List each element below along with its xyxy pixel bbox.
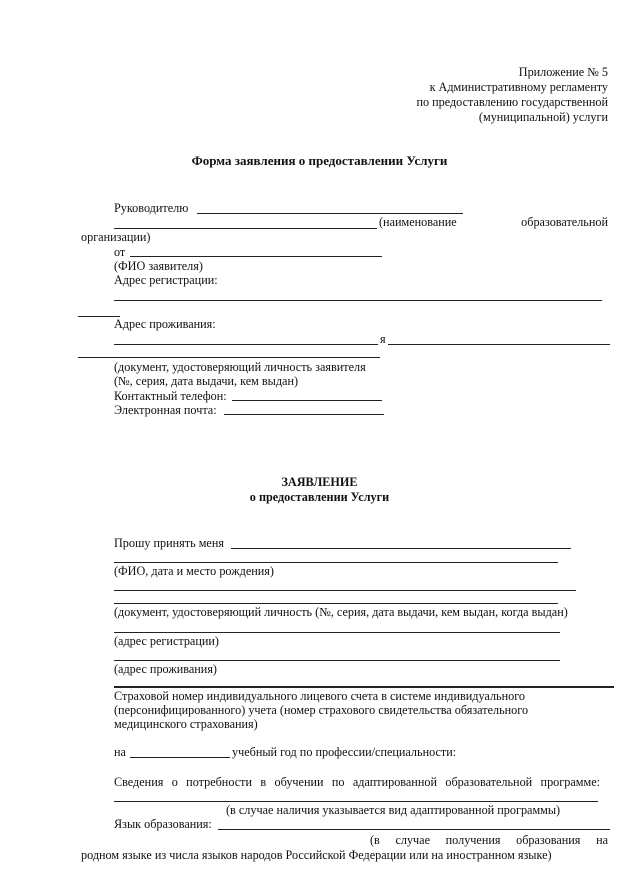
reg-address-label: Адрес регистрации: [114,273,218,287]
live-address-field[interactable] [114,344,378,345]
reg-address-field[interactable] [114,300,602,301]
from-label: от [114,245,126,259]
email-field[interactable] [224,414,384,415]
academic-year-field[interactable] [130,757,230,758]
application-subtitle: о предоставлении Услуги [249,490,390,504]
identity-doc-field[interactable] [388,344,610,345]
identity-doc-field-cont[interactable] [78,357,380,358]
year-suffix: учебный год по профессии/специальности: [232,745,457,759]
head-label: Руководителю [114,201,189,215]
adapted-field[interactable] [114,801,598,802]
org-name-field[interactable] [114,228,377,229]
snils-field[interactable] [114,686,614,688]
snils-line-1: Страховой номер индивидуального лицевого счета в системе индивидуального [114,689,525,703]
doc-field-cont[interactable] [114,603,558,604]
lang-field[interactable] [218,829,610,830]
lang-hint-2: родном языке из числа языков народов Российской Федерации или на иностранном языке) [81,848,552,862]
annex-municipal: (муниципальной) услуги [478,110,608,124]
snils-line-2: (персонифицированного) учета (номер страхового свидетельства обязательного [114,703,529,717]
applicant-name-field[interactable] [130,256,382,257]
email-label: Электронная почта: [114,403,217,417]
request-name-field[interactable] [231,548,571,549]
form-title: Форма заявления о предоставлении Услуги [191,153,448,168]
reg-hint: (адрес регистрации) [114,634,219,648]
annex-regulation: к Административному регламенту [429,80,608,94]
phone-label: Контактный телефон: [114,389,227,403]
org-hint-c: организации) [81,230,151,244]
adapted-label: Сведения о потребности в обучении по адаптированной образовательной программе: [114,775,600,789]
live-hint: (адрес проживания) [114,662,217,676]
request-label: Прошу принять меня [114,536,224,550]
phone-field[interactable] [232,400,382,401]
lang-label: Язык образования: [114,817,212,831]
applicant-hint: (ФИО заявителя) [114,259,203,273]
head-name-field[interactable] [197,213,463,214]
fio-hint: (ФИО, дата и место рождения) [114,564,274,578]
doc-field[interactable] [114,590,576,591]
year-prefix: на [114,745,126,759]
live-address-label: Адрес проживания: [114,317,216,331]
reg-field[interactable] [114,632,560,633]
snils-line-3: медицинского страхования) [114,717,258,731]
application-title: ЗАЯВЛЕНИЕ [281,475,358,489]
org-hint-a: (наименование [379,215,457,229]
adapted-hint: (в случае наличия указывается вид адаптированной программы) [226,803,561,817]
doc-hint: (документ, удостоверяющий личность (№, серия, дата выдачи, кем выдан, когда выдан) [114,605,568,619]
lang-hint-1: (в случае получения образования на [370,833,608,847]
org-hint-b: образовательной [521,215,608,229]
request-name-field-cont[interactable] [114,562,558,563]
annex-number: Приложение № 5 [518,65,608,79]
annex-service: по предоставлению государственной [416,95,608,109]
ya-label: я [380,332,386,346]
doc-hint-1: (документ, удостоверяющий личность заявителя [114,360,366,374]
live-field[interactable] [114,660,560,661]
doc-hint-2: (№, серия, дата выдачи, кем выдан) [114,374,299,388]
